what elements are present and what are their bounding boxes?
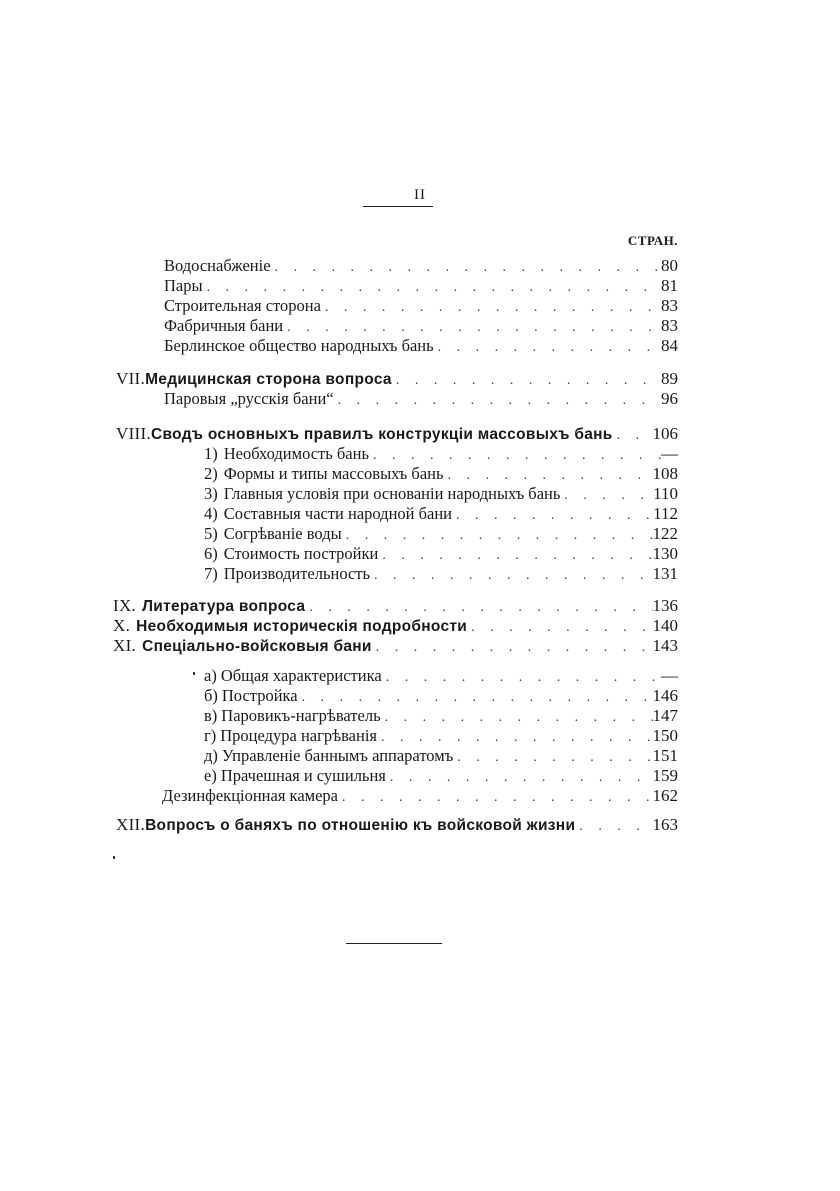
toc-entry-page: 159 [652,766,678,785]
toc-subentry [204,504,678,524]
toc-entry-page: 140 [652,616,678,635]
toc-entry [162,786,678,806]
toc-entry-title: Постройка [221,686,298,705]
toc-entry-page: 96 [661,389,678,408]
subentry-number: в) [204,706,218,725]
chapter-title: Необходимыя историческія подробности [136,618,468,635]
toc-entry-title: Паровыя „русскія бани“ [164,389,334,408]
toc-entry-page: 146 [652,686,678,705]
toc-entry-page: 84 [661,336,678,355]
subentry-number: 1) [204,444,218,463]
toc-entry-title: Производительность [223,564,371,583]
toc-entry-page: 131 [652,564,678,583]
subentry-number: 6) [204,544,218,563]
leader-dots [457,748,652,768]
leader-dots [382,546,652,566]
toc-subentry [204,746,678,766]
toc-entry-page: 108 [652,464,678,483]
toc-entry-title: Пары [164,276,203,295]
toc-entry-title: Берлинское общество народныхъ бань [164,336,434,355]
toc-entry-page: 89 [661,369,678,388]
toc-entry [164,276,678,296]
leader-dots [448,466,653,486]
toc-entry-page: 162 [652,786,678,805]
toc-subentry [204,544,678,564]
footer-rule [346,943,442,944]
toc-subentry [204,564,678,584]
subentry-number: 7) [204,564,218,583]
chapter-number: VII. [116,369,146,388]
chapter-number: XI. [113,636,137,655]
leader-dots [207,278,661,298]
toc-entry-title: Общая характеристика [220,666,382,685]
toc-entry [164,316,678,336]
toc-subentry [204,524,678,544]
leader-dots [302,688,653,708]
toc-entry-title: Главныя условія при основаніи народныхъ бань [223,484,561,503]
leader-dots [381,728,653,748]
toc-entry-title: Паровикъ-нагрѣватель [221,706,381,725]
toc-subentry [204,766,678,786]
toc-entry-page: 163 [652,815,678,834]
toc-chapter [116,424,678,444]
toc-entry-page: 83 [661,296,678,315]
toc-entry [164,256,678,276]
toc-chapter [113,616,678,636]
toc-entry-page: 110 [653,484,678,503]
toc-subentry [204,726,678,746]
toc-entry-title: Управленіе баннымъ аппаратомъ [221,746,454,765]
leader-dots [396,371,661,391]
toc-entry-title: Строительная сторона [164,296,321,315]
toc-subentry [204,464,678,484]
leader-dots [338,391,661,411]
subentry-number: а) [204,666,217,685]
toc-entry-page: 112 [653,504,678,523]
toc-entry-title: Процедура нагрѣванія [220,726,377,745]
toc-entry-title: Дезинфекціонная камера [162,786,338,805]
subentry-number: 5) [204,524,218,543]
toc-entry [164,336,678,356]
print-speck [113,856,115,859]
toc-entry-page: 130 [652,544,678,563]
chapter-number: X. [113,616,131,635]
subentry-number: 4) [204,504,218,523]
toc-chapter [116,815,678,835]
toc-entry-title: Необходимость бань [223,444,369,463]
chapter-number: XII. [116,815,146,834]
toc-entry-title: Согрѣваніе воды [223,524,342,543]
toc-entry-page: 80 [661,256,678,275]
leader-dots [309,598,652,618]
leader-dots [373,446,661,466]
leader-dots [374,566,652,586]
subentry-number: б) [204,686,218,705]
toc-entry [164,296,678,316]
toc-chapter [113,636,678,656]
toc-subentry [204,444,678,464]
subentry-number: д) [204,746,218,765]
toc-subentry [204,666,678,686]
header-rule [363,206,433,207]
page-column-label: СТРАН. [627,233,678,248]
leader-dots [376,638,653,658]
leader-dots [564,486,653,506]
leader-dots [438,338,661,358]
subentry-number: е) [204,766,217,785]
leader-dots [346,526,653,546]
toc-entry-title: Стоимость постройки [223,544,379,563]
page-folio: II [414,187,426,203]
toc-entry-title: Формы и типы массовыхъ бань [223,464,444,483]
leader-dots [342,788,653,808]
leader-dots [325,298,661,318]
toc-entry-page: 151 [652,746,678,765]
toc-entry-page: — [661,666,678,685]
toc-entry-page: 147 [652,706,678,725]
print-speck [193,672,195,675]
toc-entry-page: — [661,444,678,463]
leader-dots [471,618,652,638]
leader-dots [456,506,653,526]
chapter-number: IX. [113,596,137,615]
toc-entry [164,389,678,409]
chapter-title: Сводъ основныхъ правилъ конструкціи массовыхъ бань [151,426,613,443]
toc-entry-page: 106 [652,424,678,443]
toc-entry-page: 81 [661,276,678,295]
subentry-number: 2) [204,464,218,483]
toc-subentry [204,484,678,504]
leader-dots [617,426,653,446]
chapter-number: VIII. [116,424,152,443]
toc-chapter [113,596,678,616]
toc-entry-page: 136 [652,596,678,615]
toc-entry-page: 143 [652,636,678,655]
leader-dots [385,708,653,728]
toc-entry-title: Фабричныя бани [164,316,284,335]
toc-entry-page: 83 [661,316,678,335]
leader-dots [579,817,652,837]
subentry-number: г) [204,726,217,745]
toc-entry-title: Водоснабженіе [164,256,271,275]
toc-subentry [204,686,678,706]
toc-subentry [204,706,678,726]
chapter-title: Литература вопроса [142,598,306,615]
leader-dots [287,318,661,338]
toc-entry-title: Прачешная и сушильня [220,766,386,785]
toc-entry-page: 150 [652,726,678,745]
toc-entry-title: Составныя части народной бани [223,504,452,523]
leader-dots [386,668,661,688]
chapter-title: Спеціально-войсковыя бани [142,638,372,655]
chapter-title: Вопросъ о баняхъ по отношенію къ войсковой жизни [145,817,576,834]
toc-chapter [116,369,678,389]
subentry-number: 3) [204,484,218,503]
toc-entry-page: 122 [652,524,678,543]
chapter-title: Медицинская сторона вопроса [145,371,392,388]
leader-dots [275,258,661,278]
leader-dots [390,768,653,788]
